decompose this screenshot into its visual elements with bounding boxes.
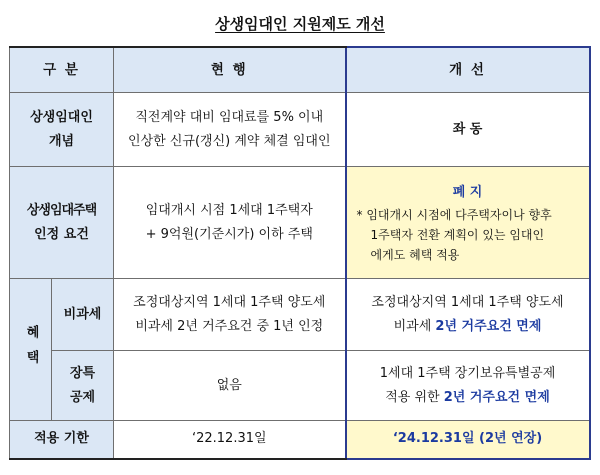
- label-benefit: 혜택: [10, 279, 52, 421]
- header-current: 현 행: [114, 47, 346, 93]
- label-deadline: 적용 기한: [10, 421, 114, 459]
- requirement-note: * 임대개시 시점에 다주택자이나 향후 1주택자 전환 계획이 있는 임대인 에게도 혜택 적용: [356, 207, 552, 262]
- improved-requirement: 폐 지 * 임대개시 시점에 다주택자이나 향후 1주택자 전환 계획이 있는 임대인 에게도 혜택 적용: [346, 167, 590, 279]
- improved-longterm: 1세대 1주택 장기보유특별공제 적용 위한 2년 거주요건 면제: [346, 351, 590, 421]
- label-nontax: 비과세: [52, 279, 114, 351]
- current-deadline: ‘22.12.31일: [114, 421, 346, 459]
- header-category: 구 분: [10, 47, 114, 93]
- page-title: 상생임대인 지원제도 개선: [215, 15, 385, 33]
- label-concept: 상생임대인 개념: [10, 93, 114, 167]
- improved-deadline: ‘24.12.31일 (2년 연장): [346, 421, 590, 459]
- row-deadline: [10, 421, 590, 459]
- label-requirement: 상생임대주택 인정 요건: [10, 167, 114, 279]
- improved-nontax: 조정대상지역 1세대 1주택 양도세 비과세 2년 거주요건 면제: [346, 279, 590, 351]
- row-longterm: [10, 351, 590, 421]
- current-nontax: 조정대상지역 1세대 1주택 양도세 비과세 2년 거주요건 중 1년 인정: [114, 279, 346, 351]
- comparison-table: [9, 46, 591, 460]
- header-improved: 개 선: [346, 47, 590, 93]
- label-longterm: 장특 공제: [52, 351, 114, 421]
- row-requirement: [10, 167, 590, 279]
- row-nontax: [10, 279, 590, 351]
- header-row: [10, 47, 590, 93]
- current-requirement: 임대개시 시점 1세대 1주택자 + 9억원(기준시가) 이하 주택: [114, 167, 346, 279]
- row-concept: [10, 93, 590, 167]
- current-concept: 직전계약 대비 임대료를 5% 이내 인상한 신규(갱신) 계약 체결 임대인: [114, 93, 346, 167]
- current-longterm: 없음: [114, 351, 346, 421]
- improved-concept: 좌 동: [346, 93, 590, 167]
